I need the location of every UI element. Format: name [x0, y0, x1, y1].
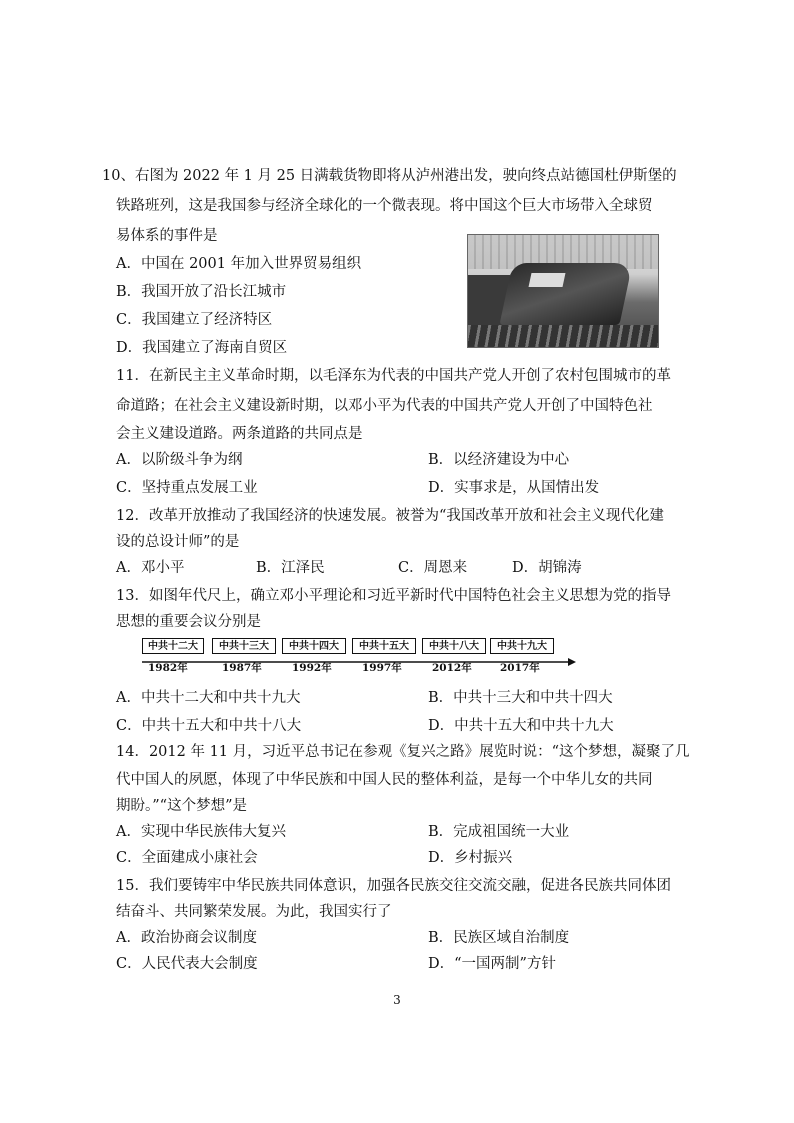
timeline-event-2: 中共十三大 — [212, 638, 276, 654]
timeline-year-2: 1987年 — [222, 662, 262, 674]
q15-option-a: A．政治协商会议制度 — [116, 930, 257, 946]
q11-stem-line-3: 会主义建设道路。两条道路的共同点是 — [116, 426, 363, 442]
q10-option-b: B．我国开放了沿长江城市 — [116, 284, 287, 300]
timeline-event-1: 中共十二大 — [142, 638, 204, 654]
timeline-event-3: 中共十四大 — [282, 638, 346, 654]
q10-option-d: D．我国建立了海南自贸区 — [116, 340, 288, 356]
q12-option-a: A．邓小平 — [116, 560, 185, 576]
q10-option-a: A．中国在 2001 年加入世界贸易组织 — [116, 256, 362, 272]
q15-option-c: C．人民代表大会制度 — [116, 956, 258, 972]
q14-option-c: C．全面建成小康社会 — [116, 850, 258, 866]
rail-tracks — [468, 325, 658, 347]
timeline-year-5: 2012年 — [432, 662, 472, 674]
q11-option-d: D．实事求是，从国情出发 — [428, 480, 600, 496]
train-photo — [467, 234, 659, 348]
q11-stem-line-2: 命道路；在社会主义建设新时期，以邓小平为代表的中国共产党人开创了中国特色社 — [116, 398, 653, 414]
timeline-year-1: 1982年 — [148, 662, 188, 674]
q12-option-b: B．江泽民 — [256, 560, 325, 576]
q10-stem-line-1: 10、右图为 2022 年 1 月 25 日满载货物即将从泸州港出发，驶向终点站德国杜伊斯堡的 — [102, 168, 677, 184]
q14-option-a: A．实现中华民族伟大复兴 — [116, 824, 286, 840]
q14-option-d: D．乡村振兴 — [428, 850, 513, 866]
q13-option-a: A．中共十二大和中共十九大 — [116, 690, 301, 706]
q11-option-a: A．以阶级斗争为纲 — [116, 452, 243, 468]
q14-stem-line-1: 14．2012 年 11 月，习近平总书记在参观《复兴之路》展览时说：“这个梦想，凝聚了几 — [116, 744, 690, 760]
q15-stem-line-1: 15．我们要铸牢中华民族共同体意识，加强各民族交往交流交融，促进各民族共同体团 — [116, 878, 671, 894]
q13-stem-line-2: 思想的重要会议分别是 — [116, 614, 261, 630]
q14-stem-line-2: 代中国人的夙愿，体现了中华民族和中国人民的整体利益，是每一个中华儿女的共同 — [116, 772, 653, 788]
q11-stem-line-1: 11．在新民主主义革命时期，以毛泽东为代表的中国共产党人开创了农村包围城市的革 — [116, 368, 671, 384]
q13-option-b: B．中共十三大和中共十四大 — [428, 690, 613, 706]
q14-option-b: B．完成祖国统一大业 — [428, 824, 570, 840]
q10-stem-line-2: 铁路班列，这是我国参与经济全球化的一个微表现。将中国这个巨大市场带入全球贸 — [116, 198, 653, 214]
q10-option-c: C．我国建立了经济特区 — [116, 312, 273, 328]
locomotive-window — [529, 273, 566, 287]
timeline-event-6: 中共十九大 — [490, 638, 554, 654]
q12-stem-line-2: 设的总设计师”的是 — [116, 534, 240, 550]
q15-stem-line-2: 结奋斗、共同繁荣发展。为此，我国实行了 — [116, 904, 392, 920]
timeline-year-4: 1997年 — [362, 662, 402, 674]
q13-stem-line-1: 13．如图年代尺上，确立邓小平理论和习近平新时代中国特色社会主义思想为党的指导 — [116, 588, 671, 604]
q11-option-b: B．以经济建设为中心 — [428, 452, 570, 468]
timeline-event-4: 中共十五大 — [352, 638, 416, 654]
q11-option-c: C．坚持重点发展工业 — [116, 480, 258, 496]
q14-stem-line-3: 期盼。”“这个梦想”是 — [116, 798, 247, 814]
timeline-year-6: 2017年 — [500, 662, 540, 674]
page-number: 3 — [393, 993, 401, 1007]
q13-option-c: C．中共十五大和中共十八大 — [116, 718, 302, 734]
q12-option-d: D．胡锦涛 — [512, 560, 582, 576]
q15-option-b: B．民族区域自治制度 — [428, 930, 570, 946]
q12-stem-line-1: 12．改革开放推动了我国经济的快速发展。被誉为“我国改革开放和社会主义现代化建 — [116, 508, 664, 524]
q13-option-d: D．中共十五大和中共十九大 — [428, 718, 614, 734]
timeline-year-3: 1992年 — [292, 662, 332, 674]
timeline-event-5: 中共十八大 — [422, 638, 486, 654]
timeline-ruler — [140, 638, 580, 678]
q10-stem-line-3: 易体系的事件是 — [116, 228, 218, 244]
locomotive — [499, 263, 632, 325]
q12-option-c: C．周恩来 — [398, 560, 468, 576]
q15-option-d: D．“一国两制”方针 — [428, 956, 556, 972]
